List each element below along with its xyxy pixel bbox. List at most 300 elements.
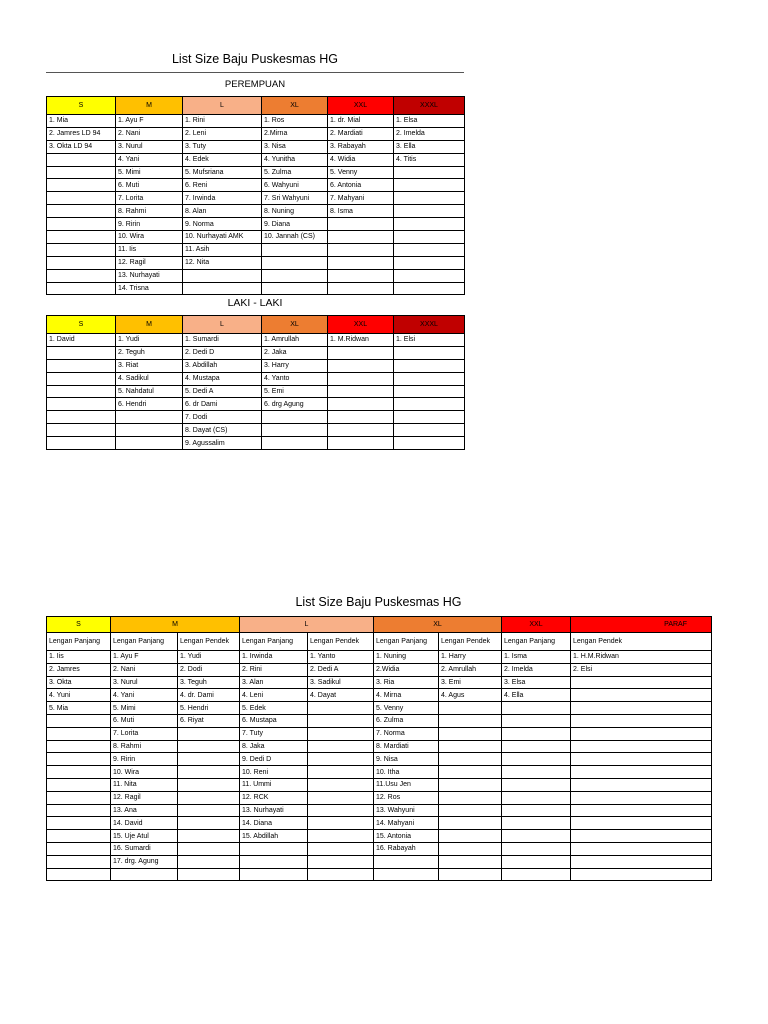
female-cell: 12. Ragil: [116, 256, 183, 269]
sleeve-row: [47, 830, 712, 843]
female-cell: [328, 282, 394, 295]
sleeve-header-m: M: [111, 617, 240, 633]
sleeve-cell: 13. Wahyuni: [374, 804, 439, 817]
male-cell: 1. M.Ridwan: [328, 334, 394, 347]
sleeve-cell: [571, 804, 712, 817]
sleeve-cell: [571, 855, 712, 868]
sleeve-cell: [502, 727, 571, 740]
female-cell: 1. dr. Mial: [328, 115, 394, 128]
male-cell: [328, 411, 394, 424]
sleeve-cell: 11. Ummi: [240, 778, 308, 791]
sleeve-cell: 13. Nurhayati: [240, 804, 308, 817]
male-cell: [262, 437, 328, 450]
sleeve-cell: 4. Leni: [240, 689, 308, 702]
female-cell: 6. Antonia: [328, 179, 394, 192]
male-cell: [47, 385, 116, 398]
male-cell: [116, 411, 183, 424]
female-cell: [47, 218, 116, 231]
sleeve-cell: 14. Diana: [240, 817, 308, 830]
sleeve-cell: 1. Yanto: [308, 651, 374, 664]
female-cell: 8. Nuning: [262, 205, 328, 218]
sleeve-size-table: [46, 616, 712, 881]
male-heading: LAKI - LAKI: [227, 297, 283, 309]
sleeve-cell: [308, 817, 374, 830]
sleeve-cell: [571, 778, 712, 791]
male-row: [47, 346, 465, 359]
female-cell: [394, 192, 465, 205]
sleeve-cell: 1. Harry: [439, 651, 502, 664]
sleeve-cell: [439, 702, 502, 715]
male-cell: 6. Hendri: [116, 398, 183, 411]
sleeve-header-l: L: [240, 617, 374, 633]
sleeve-cell: [439, 817, 502, 830]
sleeve-cell: [439, 842, 502, 855]
sleeve-cell: 3. Nurul: [111, 676, 178, 689]
sleeve-cell: 5. Edek: [240, 702, 308, 715]
female-size-table: [46, 96, 465, 295]
sleeve-row: [47, 817, 712, 830]
sleeve-cell: 6. Zulma: [374, 714, 439, 727]
male-cell: 2. Jaka: [262, 346, 328, 359]
female-row: [47, 205, 465, 218]
male-cell: [394, 346, 465, 359]
sleeve-cell: 9. Nisa: [374, 753, 439, 766]
sleeve-cell: 4. Mirna: [374, 689, 439, 702]
sleeve-cell: [178, 868, 240, 881]
male-header-xl: XL: [262, 316, 328, 334]
sleeve-cell: [178, 855, 240, 868]
female-cell: 9. Ririn: [116, 218, 183, 231]
sleeve-cell: [178, 753, 240, 766]
male-header-s: S: [47, 316, 116, 334]
sleeve-cell: 16. Rabayah: [374, 842, 439, 855]
sleeve-subheader: Lengan Panjang: [240, 633, 308, 651]
male-cell: 5. Dedi A: [183, 385, 262, 398]
sleeve-row: [47, 689, 712, 702]
sleeve-cell: [47, 727, 111, 740]
sleeve-subheader: Lengan Pendek: [439, 633, 502, 651]
male-row: [47, 411, 465, 424]
sleeve-header-paraf: PARAF: [571, 617, 712, 633]
sleeve-cell: 5. Venny: [374, 702, 439, 715]
female-cell: 8. Alan: [183, 205, 262, 218]
sleeve-cell: [571, 727, 712, 740]
sleeve-cell: [439, 766, 502, 779]
male-cell: 7. Dodi: [183, 411, 262, 424]
female-cell: [262, 269, 328, 282]
male-cell: [394, 398, 465, 411]
sleeve-row: [47, 855, 712, 868]
sleeve-cell: 1. Iis: [47, 651, 111, 664]
female-cell: 2.Mirna: [262, 127, 328, 140]
sleeve-cell: [502, 791, 571, 804]
female-cell: 6. Muti: [116, 179, 183, 192]
sleeve-cell: [439, 791, 502, 804]
female-cell: 7. Sri Wahyuni: [262, 192, 328, 205]
sleeve-cell: 14. David: [111, 817, 178, 830]
sleeve-header-xl: XL: [374, 617, 502, 633]
female-row: [47, 282, 465, 295]
sleeve-cell: [502, 855, 571, 868]
sleeve-cell: [571, 702, 712, 715]
male-cell: [47, 346, 116, 359]
sleeve-cell: [111, 868, 178, 881]
sleeve-cell: 15. Antonia: [374, 830, 439, 843]
male-cell: 9. Agussalim: [183, 437, 262, 450]
female-cell: 5. Mimi: [116, 166, 183, 179]
sleeve-cell: [439, 855, 502, 868]
sleeve-cell: [502, 753, 571, 766]
sleeve-cell: 7. Norma: [374, 727, 439, 740]
sleeve-cell: [178, 842, 240, 855]
male-cell: 2. Teguh: [116, 346, 183, 359]
sleeve-cell: 4. Ella: [502, 689, 571, 702]
female-cell: [328, 256, 394, 269]
sleeve-cell: 2. Jamres: [47, 663, 111, 676]
female-cell: [47, 231, 116, 244]
female-row: [47, 166, 465, 179]
sleeve-cell: 4. Yani: [111, 689, 178, 702]
male-cell: 8. Dayat (CS): [183, 424, 262, 437]
sleeve-row: [47, 714, 712, 727]
sleeve-cell: 6. Mustapa: [240, 714, 308, 727]
female-row: [47, 243, 465, 256]
male-cell: 1. David: [47, 334, 116, 347]
male-header-xxl: XXL: [328, 316, 394, 334]
male-cell: [262, 411, 328, 424]
female-cell: [394, 179, 465, 192]
female-heading: PEREMPUAN: [224, 79, 286, 90]
sleeve-cell: 4. Agus: [439, 689, 502, 702]
male-cell: [394, 385, 465, 398]
sleeve-cell: 2. Dedi A: [308, 663, 374, 676]
male-cell: 3. Harry: [262, 359, 328, 372]
female-cell: 7. Lorita: [116, 192, 183, 205]
sleeve-cell: [374, 868, 439, 881]
male-cell: [328, 424, 394, 437]
female-cell: 10. Jannah (CS): [262, 231, 328, 244]
sleeve-cell: [308, 714, 374, 727]
female-cell: 5. Zulma: [262, 166, 328, 179]
female-cell: [262, 282, 328, 295]
female-cell: [47, 153, 116, 166]
sleeve-cell: [47, 868, 111, 881]
sleeve-cell: [502, 842, 571, 855]
sleeve-subheader: Lengan Pendek: [571, 633, 712, 651]
sheet1-title-rule: [46, 72, 464, 73]
female-cell: [262, 243, 328, 256]
sleeve-cell: 3. Elsa: [502, 676, 571, 689]
sleeve-row: [47, 727, 712, 740]
female-cell: 2. Imelda: [394, 127, 465, 140]
sleeve-cell: 17. drg. Agung: [111, 855, 178, 868]
sleeve-cell: [178, 766, 240, 779]
sleeve-cell: 6. Riyat: [178, 714, 240, 727]
sleeve-cell: 15. Abdillah: [240, 830, 308, 843]
female-row: [47, 140, 465, 153]
male-cell: [116, 424, 183, 437]
sleeve-row: [47, 676, 712, 689]
male-size-table: [46, 315, 465, 450]
female-cell: [328, 231, 394, 244]
female-row: [47, 269, 465, 282]
sleeve-cell: 1. Yudi: [178, 651, 240, 664]
female-cell: 2. Jamres LD 94: [47, 127, 116, 140]
female-header-xl: XL: [262, 97, 328, 115]
sleeve-cell: [502, 702, 571, 715]
female-cell: [47, 166, 116, 179]
sleeve-cell: [502, 714, 571, 727]
sleeve-cell: [47, 804, 111, 817]
female-cell: 3. Tuty: [183, 140, 262, 153]
sleeve-cell: 2. Nani: [111, 663, 178, 676]
sleeve-subheader: Lengan Panjang: [502, 633, 571, 651]
sleeve-subheader: Lengan Panjang: [47, 633, 111, 651]
sleeve-cell: 12. Ragil: [111, 791, 178, 804]
female-cell: [262, 256, 328, 269]
sleeve-cell: [47, 855, 111, 868]
sleeve-cell: [308, 868, 374, 881]
female-cell: 4. Yunitha: [262, 153, 328, 166]
female-cell: 10. Wira: [116, 231, 183, 244]
female-cell: 3. Nisa: [262, 140, 328, 153]
sleeve-cell: 6. Muti: [111, 714, 178, 727]
female-cell: [47, 179, 116, 192]
female-row: [47, 192, 465, 205]
sleeve-cell: [308, 804, 374, 817]
sleeve-cell: 8. Jaka: [240, 740, 308, 753]
sleeve-row: [47, 740, 712, 753]
sleeve-cell: 3. Sadikul: [308, 676, 374, 689]
female-cell: 2. Leni: [183, 127, 262, 140]
sleeve-cell: [178, 804, 240, 817]
sleeve-cell: [47, 817, 111, 830]
female-cell: 10. Nurhayati AMK: [183, 231, 262, 244]
sleeve-cell: [308, 842, 374, 855]
sleeve-cell: [502, 817, 571, 830]
sleeve-cell: [178, 727, 240, 740]
female-cell: 9. Norma: [183, 218, 262, 231]
sleeve-cell: [178, 817, 240, 830]
male-cell: [47, 359, 116, 372]
sleeve-header-row: [47, 617, 712, 633]
sleeve-cell: 5. Hendri: [178, 702, 240, 715]
male-cell: [394, 424, 465, 437]
female-cell: 4. Yani: [116, 153, 183, 166]
sleeve-cell: 12. RCK: [240, 791, 308, 804]
female-cell: [394, 205, 465, 218]
female-cell: [47, 256, 116, 269]
sleeve-cell: [240, 842, 308, 855]
female-cell: 11. Iis: [116, 243, 183, 256]
sleeve-cell: 2. Amrullah: [439, 663, 502, 676]
sleeve-cell: 2. Imelda: [502, 663, 571, 676]
sleeve-subheader-row: [47, 633, 712, 651]
female-cell: 12. Nita: [183, 256, 262, 269]
female-cell: 2. Mardiati: [328, 127, 394, 140]
sheet1-title: List Size Baju Puskesmas HG: [171, 52, 339, 66]
male-cell: 1. Yudi: [116, 334, 183, 347]
male-row: [47, 359, 465, 372]
sleeve-cell: [571, 740, 712, 753]
sleeve-cell: [571, 714, 712, 727]
sleeve-cell: [502, 830, 571, 843]
sleeve-cell: [571, 689, 712, 702]
sleeve-row: [47, 791, 712, 804]
male-header-xxxl: XXXL: [394, 316, 465, 334]
sleeve-row: [47, 651, 712, 664]
male-row: [47, 424, 465, 437]
sleeve-cell: [502, 804, 571, 817]
female-cell: 4. Edek: [183, 153, 262, 166]
female-cell: [394, 166, 465, 179]
sleeve-cell: 13. Ana: [111, 804, 178, 817]
male-cell: [47, 372, 116, 385]
male-header-m: M: [116, 316, 183, 334]
sleeve-cell: 3. Teguh: [178, 676, 240, 689]
sleeve-row: [47, 753, 712, 766]
female-cell: 8. Isma: [328, 205, 394, 218]
male-cell: [394, 437, 465, 450]
sleeve-cell: [439, 753, 502, 766]
sleeve-cell: 3. Alan: [240, 676, 308, 689]
sleeve-cell: [439, 727, 502, 740]
male-cell: 5. Nahdatul: [116, 385, 183, 398]
sleeve-cell: 15. Uje Atul: [111, 830, 178, 843]
female-cell: 11. Asih: [183, 243, 262, 256]
female-row: [47, 179, 465, 192]
male-cell: 1. Amrullah: [262, 334, 328, 347]
sleeve-cell: [502, 766, 571, 779]
male-cell: 2. Dedi D: [183, 346, 262, 359]
sleeve-cell: 3. Okta: [47, 676, 111, 689]
sleeve-cell: 1. H.M.Ridwan: [571, 651, 712, 664]
sleeve-cell: [308, 830, 374, 843]
sleeve-row: [47, 663, 712, 676]
female-row: [47, 231, 465, 244]
sleeve-cell: [47, 791, 111, 804]
sleeve-cell: [502, 778, 571, 791]
sleeve-cell: [308, 702, 374, 715]
sleeve-cell: [571, 766, 712, 779]
sleeve-cell: [240, 855, 308, 868]
female-row: [47, 256, 465, 269]
female-cell: [47, 243, 116, 256]
sleeve-cell: 14. Mahyani: [374, 817, 439, 830]
sleeve-cell: 5. Mimi: [111, 702, 178, 715]
sleeve-cell: [308, 766, 374, 779]
male-cell: [262, 424, 328, 437]
male-cell: 4. Yanto: [262, 372, 328, 385]
sleeve-cell: 10. Itha: [374, 766, 439, 779]
female-cell: 7. Mahyani: [328, 192, 394, 205]
sleeve-cell: 10. Reni: [240, 766, 308, 779]
male-row: [47, 437, 465, 450]
sleeve-cell: [439, 778, 502, 791]
female-cell: 3. Okta LD 94: [47, 140, 116, 153]
male-cell: 4. Mustapa: [183, 372, 262, 385]
sleeve-subheader: Lengan Panjang: [111, 633, 178, 651]
female-cell: [394, 231, 465, 244]
female-row: [47, 115, 465, 128]
male-cell: [394, 359, 465, 372]
female-cell: [183, 269, 262, 282]
female-cell: [394, 256, 465, 269]
female-cell: 1. Elsa: [394, 115, 465, 128]
sleeve-subheader: Lengan Panjang: [374, 633, 439, 651]
female-cell: 14. Trisna: [116, 282, 183, 295]
sleeve-cell: 1. Isma: [502, 651, 571, 664]
female-header-s: S: [47, 97, 116, 115]
female-row: [47, 127, 465, 140]
male-cell: 5. Emi: [262, 385, 328, 398]
sleeve-cell: [571, 817, 712, 830]
sleeve-cell: 12. Ros: [374, 791, 439, 804]
male-row: [47, 398, 465, 411]
male-row: [47, 372, 465, 385]
male-cell: 1. Elsi: [394, 334, 465, 347]
sleeve-cell: [47, 842, 111, 855]
sleeve-cell: [47, 714, 111, 727]
male-cell: 1. Sumardi: [183, 334, 262, 347]
sleeve-cell: [308, 727, 374, 740]
sleeve-cell: 1. Irwinda: [240, 651, 308, 664]
sleeve-cell: 3. Emi: [439, 676, 502, 689]
male-cell: [328, 437, 394, 450]
sleeve-cell: [178, 791, 240, 804]
sleeve-cell: [571, 842, 712, 855]
female-cell: [47, 205, 116, 218]
female-cell: [394, 243, 465, 256]
sleeve-cell: [502, 868, 571, 881]
female-cell: 7. Irwinda: [183, 192, 262, 205]
female-cell: 4. Titis: [394, 153, 465, 166]
male-cell: 4. Sadikul: [116, 372, 183, 385]
sleeve-cell: 4. Dayat: [308, 689, 374, 702]
male-cell: 3. Riat: [116, 359, 183, 372]
sleeve-cell: [439, 868, 502, 881]
sleeve-cell: 8. Rahmi: [111, 740, 178, 753]
male-cell: 6. drg Agung: [262, 398, 328, 411]
female-header-xxl: XXL: [328, 97, 394, 115]
sleeve-cell: 10. Wira: [111, 766, 178, 779]
sleeve-cell: [308, 791, 374, 804]
male-cell: [328, 385, 394, 398]
sleeve-cell: 16. Sumardi: [111, 842, 178, 855]
sleeve-cell: [571, 830, 712, 843]
sleeve-cell: [47, 740, 111, 753]
female-cell: [47, 269, 116, 282]
female-cell: 3. Rabayah: [328, 140, 394, 153]
sleeve-cell: [571, 868, 712, 881]
male-header-l: L: [183, 316, 262, 334]
sleeve-cell: [439, 740, 502, 753]
female-cell: 6. Reni: [183, 179, 262, 192]
female-cell: 1. Rini: [183, 115, 262, 128]
sleeve-subheader: Lengan Pendek: [178, 633, 240, 651]
sleeve-row: [47, 868, 712, 881]
sleeve-cell: [308, 753, 374, 766]
female-header-l: L: [183, 97, 262, 115]
sleeve-header-s: S: [47, 617, 111, 633]
female-cell: [183, 282, 262, 295]
sleeve-cell: [47, 778, 111, 791]
sleeve-cell: [47, 830, 111, 843]
sleeve-cell: 1. Nuning: [374, 651, 439, 664]
sleeve-cell: [571, 791, 712, 804]
sleeve-cell: [47, 766, 111, 779]
female-cell: 3. Ella: [394, 140, 465, 153]
